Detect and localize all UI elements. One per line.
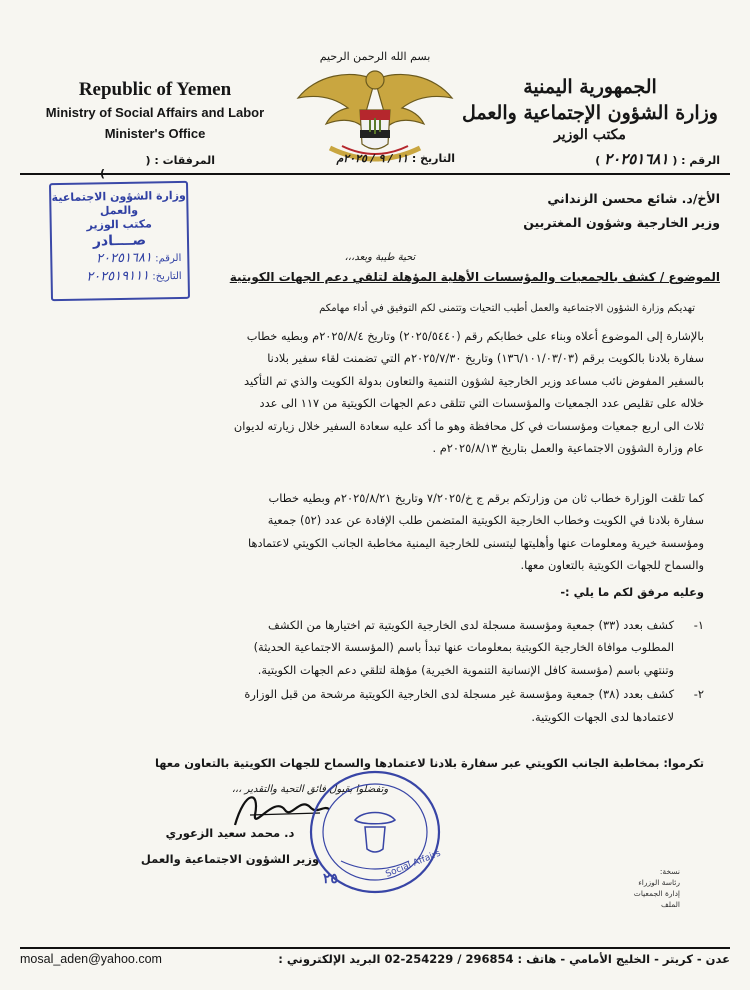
cc-item: الملف — [661, 900, 680, 909]
attached-list — [42, 614, 704, 728]
office-ar: مكتب الوزير — [554, 127, 626, 143]
greeting: تحية طيبة وبعد،،، — [344, 252, 416, 263]
cc-list — [590, 866, 680, 910]
paragraph-line: بالإشارة إلى الموضوع أعلاه وبناء على خطابكم رقم (٢٠٢٥/٥٤٤٠) وتاريخ ٢٠٢٥/٨/٤م وبطيه خطاب — [246, 329, 704, 343]
list-item: ١- كشف بعدد (٣٣) جمعية ومؤسسة مسجلة لدى الخارجية الكويتية تم اختيارها من الكشف المطلوب موافاة الخارجية الكويتية بمعلومات عنها تبدأ باسم (المؤسسة الاجتماعية الحديثة) وتنتهي باسم (مؤسسة كافل الإنسانية التنموية الخيرية) مؤهلة لتلقي دعم الجهات الكويتية. — [42, 614, 704, 681]
paragraph-line: سفارة بلادنا في الكويت وخطاب الخارجية الكويتية المتضمن طلب الإفادة عن عدد (٥٢) جمعية — [267, 513, 704, 528]
header-divider — [20, 173, 730, 175]
basmala: بسم الله الرحمن الرحيم — [319, 50, 431, 63]
header-arabic — [460, 74, 720, 144]
paragraph-line: ومؤسسة خيرية ومعلومات عنها وأهليتها ليتسنى للخارجية اليمنية مخاطبة الجانب الكويتي لاعتمادها — [247, 535, 704, 550]
list-item: ٢- كشف بعدد (٣٨) جمعية ومؤسسة غير مسجلة لدى الخارجية الكويتية مرشحة من قبل الوزارة لاعتمادها لدى الجهات الكويتية. — [42, 683, 704, 728]
kindly-line: تكرموا: بمخاطبة الجانب الكويتي عبر سفارة بلادنا لاعتمادها والسماح للجهات الكويتية بالتعاون معها — [154, 756, 704, 770]
attachments-label: المرفقات : ( — [145, 154, 215, 167]
cc-item: رئاسة الوزراء — [638, 878, 680, 887]
subject-label: الموضوع / — [659, 270, 720, 284]
footer-email[interactable]: mosal_aden@yahoo.com — [20, 952, 162, 966]
recipient-name: الأخ/د. شائع محسن الزنداني — [547, 191, 720, 206]
footer-contact: عدن - كريتر - الخليج الأمامي - هاتف : 296854 / 254229-02 البريد الإلكتروني : — [278, 952, 730, 966]
outgoing-stamp: وزارة الشؤون الاجتماعية والعمل مكتب الوزير صــــادر الرقم: ٢٠٢٥١٦٨١ التاريخ: ٢٠٢٥١٩١١١ — [49, 181, 190, 301]
signatory-block — [125, 820, 335, 872]
seal-number: ٢٥ — [323, 871, 339, 887]
paragraph-line: بالسفير المفوض نائب مساعد وزير الخارجية لشؤون التنمية والتعاون بدولة الكويت والذي تم التأكيد — [244, 373, 704, 388]
paragraph-line: كما تلقت الوزارة خطاب ثان من وزارتكم برقم ج خ/٧/٢٠٢٥ وتاريخ ٢٠٢٥/٨/٢١م وبطيه خطاب — [268, 491, 704, 505]
footer — [20, 952, 730, 966]
recipient-title: وزير الخارجية وشؤون المغتربين — [523, 215, 720, 230]
subject-line — [200, 270, 720, 284]
paragraph-line: خلاله على تقليص عدد الجمعيات والمؤسسات التي تتلقى دعم الجهات الكويتية من ١١٧ الى عدد — [259, 396, 704, 411]
signatory-title: وزير الشؤون الاجتماعية والعمل — [140, 852, 320, 866]
ministry-en: Ministry of Social Affairs and Labor — [45, 105, 265, 120]
ministry-ar: وزارة الشؤون الإجتماعية والعمل — [462, 102, 718, 124]
seal-text: Social Affairs — [384, 848, 443, 880]
date-value: ١١ / ٩ / ٢٠٢٥م — [336, 152, 409, 165]
ref-value: ٢٠٢٥١٦٨١ — [604, 150, 669, 168]
reference-line: الرقم : ( ٢٠٢٥١٦٨١ ) — [595, 150, 720, 168]
paragraph-line: ثلاث الى اربع جمعيات ومؤسسات في كل محافظة وهو ما أكد عليه سعادة السفير خلال زيارته لديوان — [233, 418, 704, 433]
subject-text: كشف بالجمعيات والمؤسسات الأهلية المؤهلة لتلقي دعم الجهات الكويتية — [229, 270, 660, 284]
date-label: التاريخ : — [408, 152, 455, 165]
country-en: Republic of Yemen — [78, 79, 232, 100]
date-line — [285, 152, 455, 165]
closing-line: وتفضلوا بقبول فائق التحية والتقدير ،،، — [231, 784, 389, 795]
paragraph-line: والسماح للجهات الكويتية بالتعاون معها. — [520, 558, 704, 573]
office-en: Minister's Office — [104, 126, 206, 141]
cc-item: إدارة الجمعيات — [633, 889, 680, 898]
intro-line: تهديكم وزارة الشؤون الاجتماعية والعمل أطيب التحيات وتتمنى لكم التوفيق في أداء مهامكم — [319, 303, 695, 314]
ref-label: الرقم : ( — [668, 154, 720, 167]
ministry-round-seal-icon — [305, 765, 445, 900]
country-ar: الجمهورية اليمنية — [523, 76, 657, 98]
recipient-block — [320, 187, 720, 235]
list-item-number: ١- — [693, 618, 704, 632]
signatory-name: د. محمد سعيد الزعوري — [165, 826, 295, 840]
paragraph-line: عام وزارة الشؤون الاجتماعية والعمل بتاريخ ٢٠٢٥/٨/١٣م . — [432, 441, 704, 456]
list-item-number: ٢- — [693, 687, 704, 702]
paragraph-2 — [42, 487, 704, 577]
cc-item: نسخة: — [659, 867, 680, 876]
paragraph-1 — [42, 325, 704, 459]
footer-divider — [20, 947, 730, 949]
paragraph-line: سفارة بلادنا بالكويت برقم (١٣٦/١٠١/٠٣/٠٣) وتاريخ ٢٠٢٥/٧/٣٠م التي تضمنت لقاء سفير بلادنا — [267, 351, 704, 366]
attachments-line: المرفقات : () — [99, 154, 215, 180]
attached-intro: وعليه مرفق لكم ما يلي :- — [560, 585, 704, 599]
header-english — [40, 78, 270, 144]
